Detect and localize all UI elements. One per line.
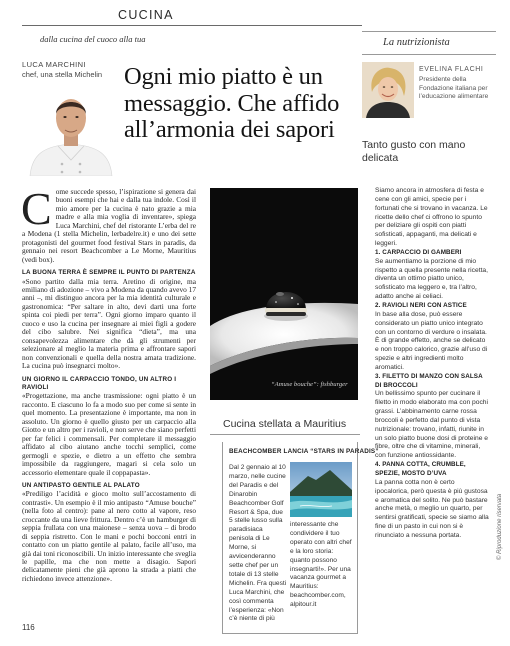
column-paragraph: Siamo ancora in atmosfera di festa e cene con gli amici, specie per i fortunati che si trovano in vacanza. Le ricette dello chef ci offrono lo spunto per deliziare gli ospiti con piatti sofisticati, appaganti, ma delicati e leggeri. — [375, 187, 488, 248]
copyright-notice: © Riproduzione riservata — [497, 493, 503, 560]
column-paragraph: La panna cotta non è certo ipocalorica, però questa è più gustosa e aromatica del solito. Ne può bastare anche metà, o meglio un quarto, per sentirsi gratificati, specie se siamo alla fine di un pasto in cui non si è rinunciato a nessuna portata. — [375, 478, 489, 539]
box-title: Cucina stellata a Mauritius — [223, 418, 347, 430]
dish-photo — [210, 188, 358, 400]
article-intro: ome succede spesso, l’ispirazione si genera dai buoni esempi che hai e dalla tua indole. Così il mio amore per la cucina è nato grazie a mia madre e alla mia voglia di inventare», spiega Luca Marchini, chef del ristorante L’erba del re a Modena (1 stella Michelin, lerbadelre.it) e uno dei sette protagonisti del gourmet food festival Stars in paradis, da gennaio nei resort Beachcomber a Le Morne, Mauritius (vedi box). — [22, 187, 196, 264]
box-heading: BEACHCOMBER LANCIA “STARS IN PARADIS” — [229, 448, 379, 455]
section-title: CUCINA — [22, 6, 362, 26]
chef-role: chef, una stella Michelin — [22, 70, 103, 79]
section-subtitle: dalla cucina del cuoco alla tua — [40, 34, 146, 44]
nutritionist-name: EVELINA FLACHI — [419, 66, 484, 73]
divider — [362, 31, 496, 32]
page-number: 116 — [22, 623, 35, 632]
divider — [362, 54, 496, 55]
article-paragraph: «Sono partito dalla mia terra. Aretino di origine, ma emiliano di adozione – vivo a Modena da quando avevo 17 anni –, mi distinguo ancora per la mia identità culturale e gastronomica: “Per saltare in alto, devi darti una forte spinta coi piedi per terra”. Ogni giorno imparo quanto il cuoco e uso la cucina per insegnare ai miei figli a godere del cibo salubre. Nei significa “dieta”, ma una consapevolezza alimentare che dà gli strumenti per selezionare al meglio la materia prima e affrontare sapori non convenzionali e quella della nostra amata tradizione. La cucina può insegnarci molto». — [22, 276, 196, 371]
column-paragraph: Un bellissimo spunto per cucinare il filetto in modo elaborato ma con pochi grassi. L’abbinamento carne rossa broccoli è perfetto dal punto di vista nutrizionale: trovano, infatti, riunite in un solo piatto buone dosi di proteine e fibre, oltre che di vitamine, minerali, con funzione antiossidante. — [375, 390, 489, 460]
nutritionist-portrait — [362, 62, 414, 118]
divider — [210, 434, 360, 435]
column-paragraph: Se aumentiamo la porzione di mio rispetto a quella presente nella ricetta, diventa un ottimo piatto unico, sofisticato ma leggero e, tra l’altro, adatto anche ai celiaci. — [375, 257, 489, 301]
article-subhead: UN ANTIPASTO GENTILE AL PALATO — [22, 481, 140, 489]
sidebar-title: Tanto gusto con mano delicata — [362, 139, 466, 164]
photo-caption: “Amuse bouche”: fishburger — [271, 381, 348, 388]
recipe-heading: 4. PANNA COTTA, CRUMBLE, SPEZIE, MOSTO D’UVA — [375, 461, 466, 477]
nutritionist-role: Presidente della Fondazione italiana per l’educazione alimentare — [419, 76, 489, 101]
nutrition-column — [375, 187, 489, 541]
article-body — [21, 183, 196, 583]
chef-portrait — [22, 84, 120, 176]
article-paragraph: «Progettazione, ma anche trasmissione: ogni piatto è un racconto. E ciascuno lo fa a modo suo per come si sente in quel momento. La presentazione è importante, ma non in assoluto. Un giorno è quello giusto per un carpaccio alla Giotto e un altro per i ravioli, e non serve che siano perfetti per far felici i commensali. Per completare il messaggio affidato al cibo aiutano anche tocchi semplici, come germogli e spezie, e dietro a un effetto che sembra impossibile da raggiungere, magari si cela solo un accessorio elementare quale il coppapasta». — [22, 391, 196, 477]
recipe-heading: 3. FILETTO DI MANZO CON SALSA DI BROCCOLI — [375, 372, 483, 389]
recipe-heading: 1. CARPACCIO DI GAMBERI — [375, 248, 462, 256]
article-subhead: LA BUONA TERRA È SEMPRE IL PUNTO DI PARTENZA — [22, 269, 196, 277]
recipe-heading: 2. RAVIOLI NERI CON ASTICE — [375, 301, 467, 309]
box-text-left: Dal 2 gennaio al 10 marzo, nelle cucine del Paradis e del Dinarobin Beachcomber Golf Resort & Spa, due 5 stelle lusso sulla paradisiaca penisola di Le Morne, si avvicenderanno sette chef per un totale di 13 stelle Michelin. Fra questi Luca Marchini, che così commenta l’esperienza: «Non c’è niente di più — [229, 464, 287, 623]
rubric-title: La nutrizionista — [383, 37, 450, 48]
column-paragraph: In base alla dose, può essere considerato un piatto unico integrato con un contorno di verdure o insalata. È di grande effetto, anche se delicato e non troppo calorico, grazie all’uso di spezie e altri ingredienti molto aromatici. — [375, 310, 488, 371]
drop-cap: C — [21, 183, 52, 234]
box-text-right: interessante che condividere il tuo operato con altri chef e la loro storia: quanto possono insegnarti!». Per una vacanza gourmet a Mauritius: beachcomber.com, alpitour.it — [290, 521, 352, 609]
headline: Ogni mio piatto è un messaggio. Che affido all’armonia dei sapori — [124, 63, 340, 143]
article-paragraph: «Prediligo l’acidità e gioco molto sull’accostamento di contrasti». Un esempio è il mio antipasto “Amuse bouche” (nella foto al centro): pane al nero cotto al vapore, reso croccante da una lieve frittura. Dentro c’è un hamburger di seppia frullata con una maionese – senza uova – di brodo di seppia ristretto. Con le mani e pochi bocconi entri in contatto con un piatto gentile al palato, facile all’uso, ma già dai toni riconoscibili. Un inizio interessante che sveglia le papille, ma che non mette a disagio. Sapori delicatamente pieni che già aprono la strada a piatti che richiedono invece attenzione». — [22, 489, 196, 583]
article-subhead: UN GIORNO IL CARPACCIO TONDO, UN ALTRO I RAVIOLI — [22, 375, 177, 391]
mauritius-photo — [290, 462, 352, 517]
chef-name: LUCA MARCHINI — [22, 60, 86, 69]
